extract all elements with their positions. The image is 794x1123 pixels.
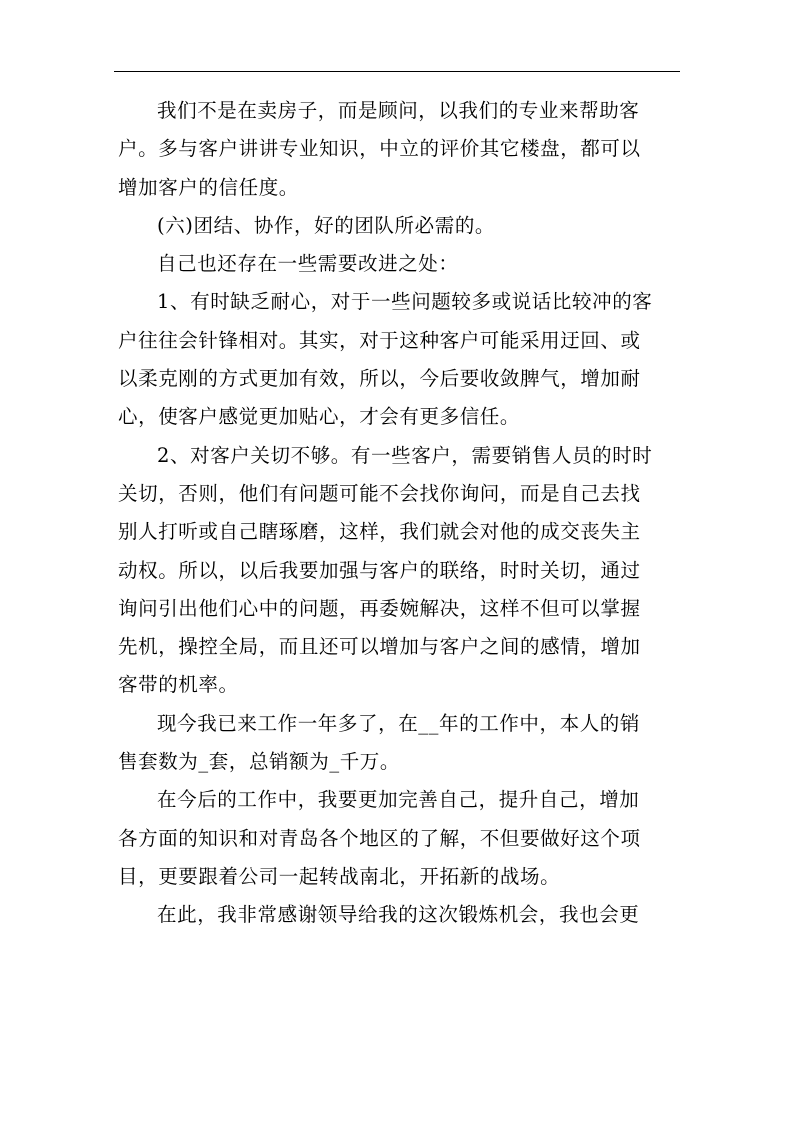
- paragraph-line: 售套数为_套，总销额为_千万。: [118, 750, 401, 774]
- paragraph-line: (六)团结、协作，好的团队所必需的。: [157, 213, 496, 237]
- paragraph-line: 增加客户的信任度。: [118, 175, 299, 199]
- paragraph-line: 客带的机率。: [118, 673, 239, 697]
- paragraph-thanks: [118, 896, 678, 934]
- paragraph-line: 心，使客户感觉更加贴心，才会有更多信任。: [118, 405, 521, 429]
- paragraph-line: 自己也还存在一些需要改进之处：: [157, 252, 459, 276]
- paragraph-line: 现今我已来工作一年多了，在__年的工作中，本人的销: [157, 711, 641, 735]
- paragraph-sales-summary: [118, 705, 678, 782]
- paragraph-future-plans: [118, 781, 678, 896]
- paragraph-line: 目，更要跟着公司一起转战南北，开拓新的战场。: [118, 864, 561, 888]
- paragraph-customer-care: [118, 437, 678, 705]
- header-rule: [114, 71, 680, 72]
- paragraph-line: 户。多与客户讲讲专业知识，中立的评价其它楼盘，都可以: [118, 137, 641, 161]
- paragraph-line: 询问引出他们心中的问题，再委婉解决，这样不但可以掌握: [118, 596, 641, 620]
- paragraph-line: 1、有时缺乏耐心，对于一些问题较多或说话比较冲的客: [157, 290, 653, 314]
- paragraph-line: 动权。所以，以后我要加强与客户的联络，时时关切，通过: [118, 558, 641, 582]
- document-body: [118, 92, 678, 935]
- paragraph-line: 先机，操控全局，而且还可以增加与客户之间的感情，增加: [118, 635, 641, 659]
- paragraph-line: 我们不是在卖房子，而是顾问，以我们的专业来帮助客: [157, 99, 640, 122]
- paragraph-teamwork: [118, 207, 678, 245]
- paragraph-line: 在今后的工作中，我要更加完善自己，提升自己，增加: [157, 788, 640, 812]
- paragraph-advisor: [118, 92, 678, 207]
- paragraph-line: 别人打听或自己瞎琢磨，这样，我们就会对他的成交丧失主: [118, 520, 641, 544]
- paragraph-line: 2、对客户关切不够。有一些客户，需要销售人员的时时: [157, 443, 653, 467]
- paragraph-line: 在此，我非常感谢领导给我的这次锻炼机会，我也会更: [157, 903, 640, 927]
- paragraph-line: 关切，否则，他们有问题可能不会找你询问，而是自己去找: [118, 481, 641, 505]
- paragraph-line: 以柔克刚的方式更加有效，所以，今后要收敛脾气，增加耐: [118, 367, 641, 391]
- paragraph-patience: [118, 283, 678, 436]
- paragraph-line: 各方面的知识和对青岛各个地区的了解，不但要做好这个项: [118, 826, 641, 850]
- paragraph-line: 户往往会针锋相对。其实，对于这种客户可能采用迂回、或: [118, 328, 641, 352]
- paragraph-improvements-intro: [118, 245, 678, 283]
